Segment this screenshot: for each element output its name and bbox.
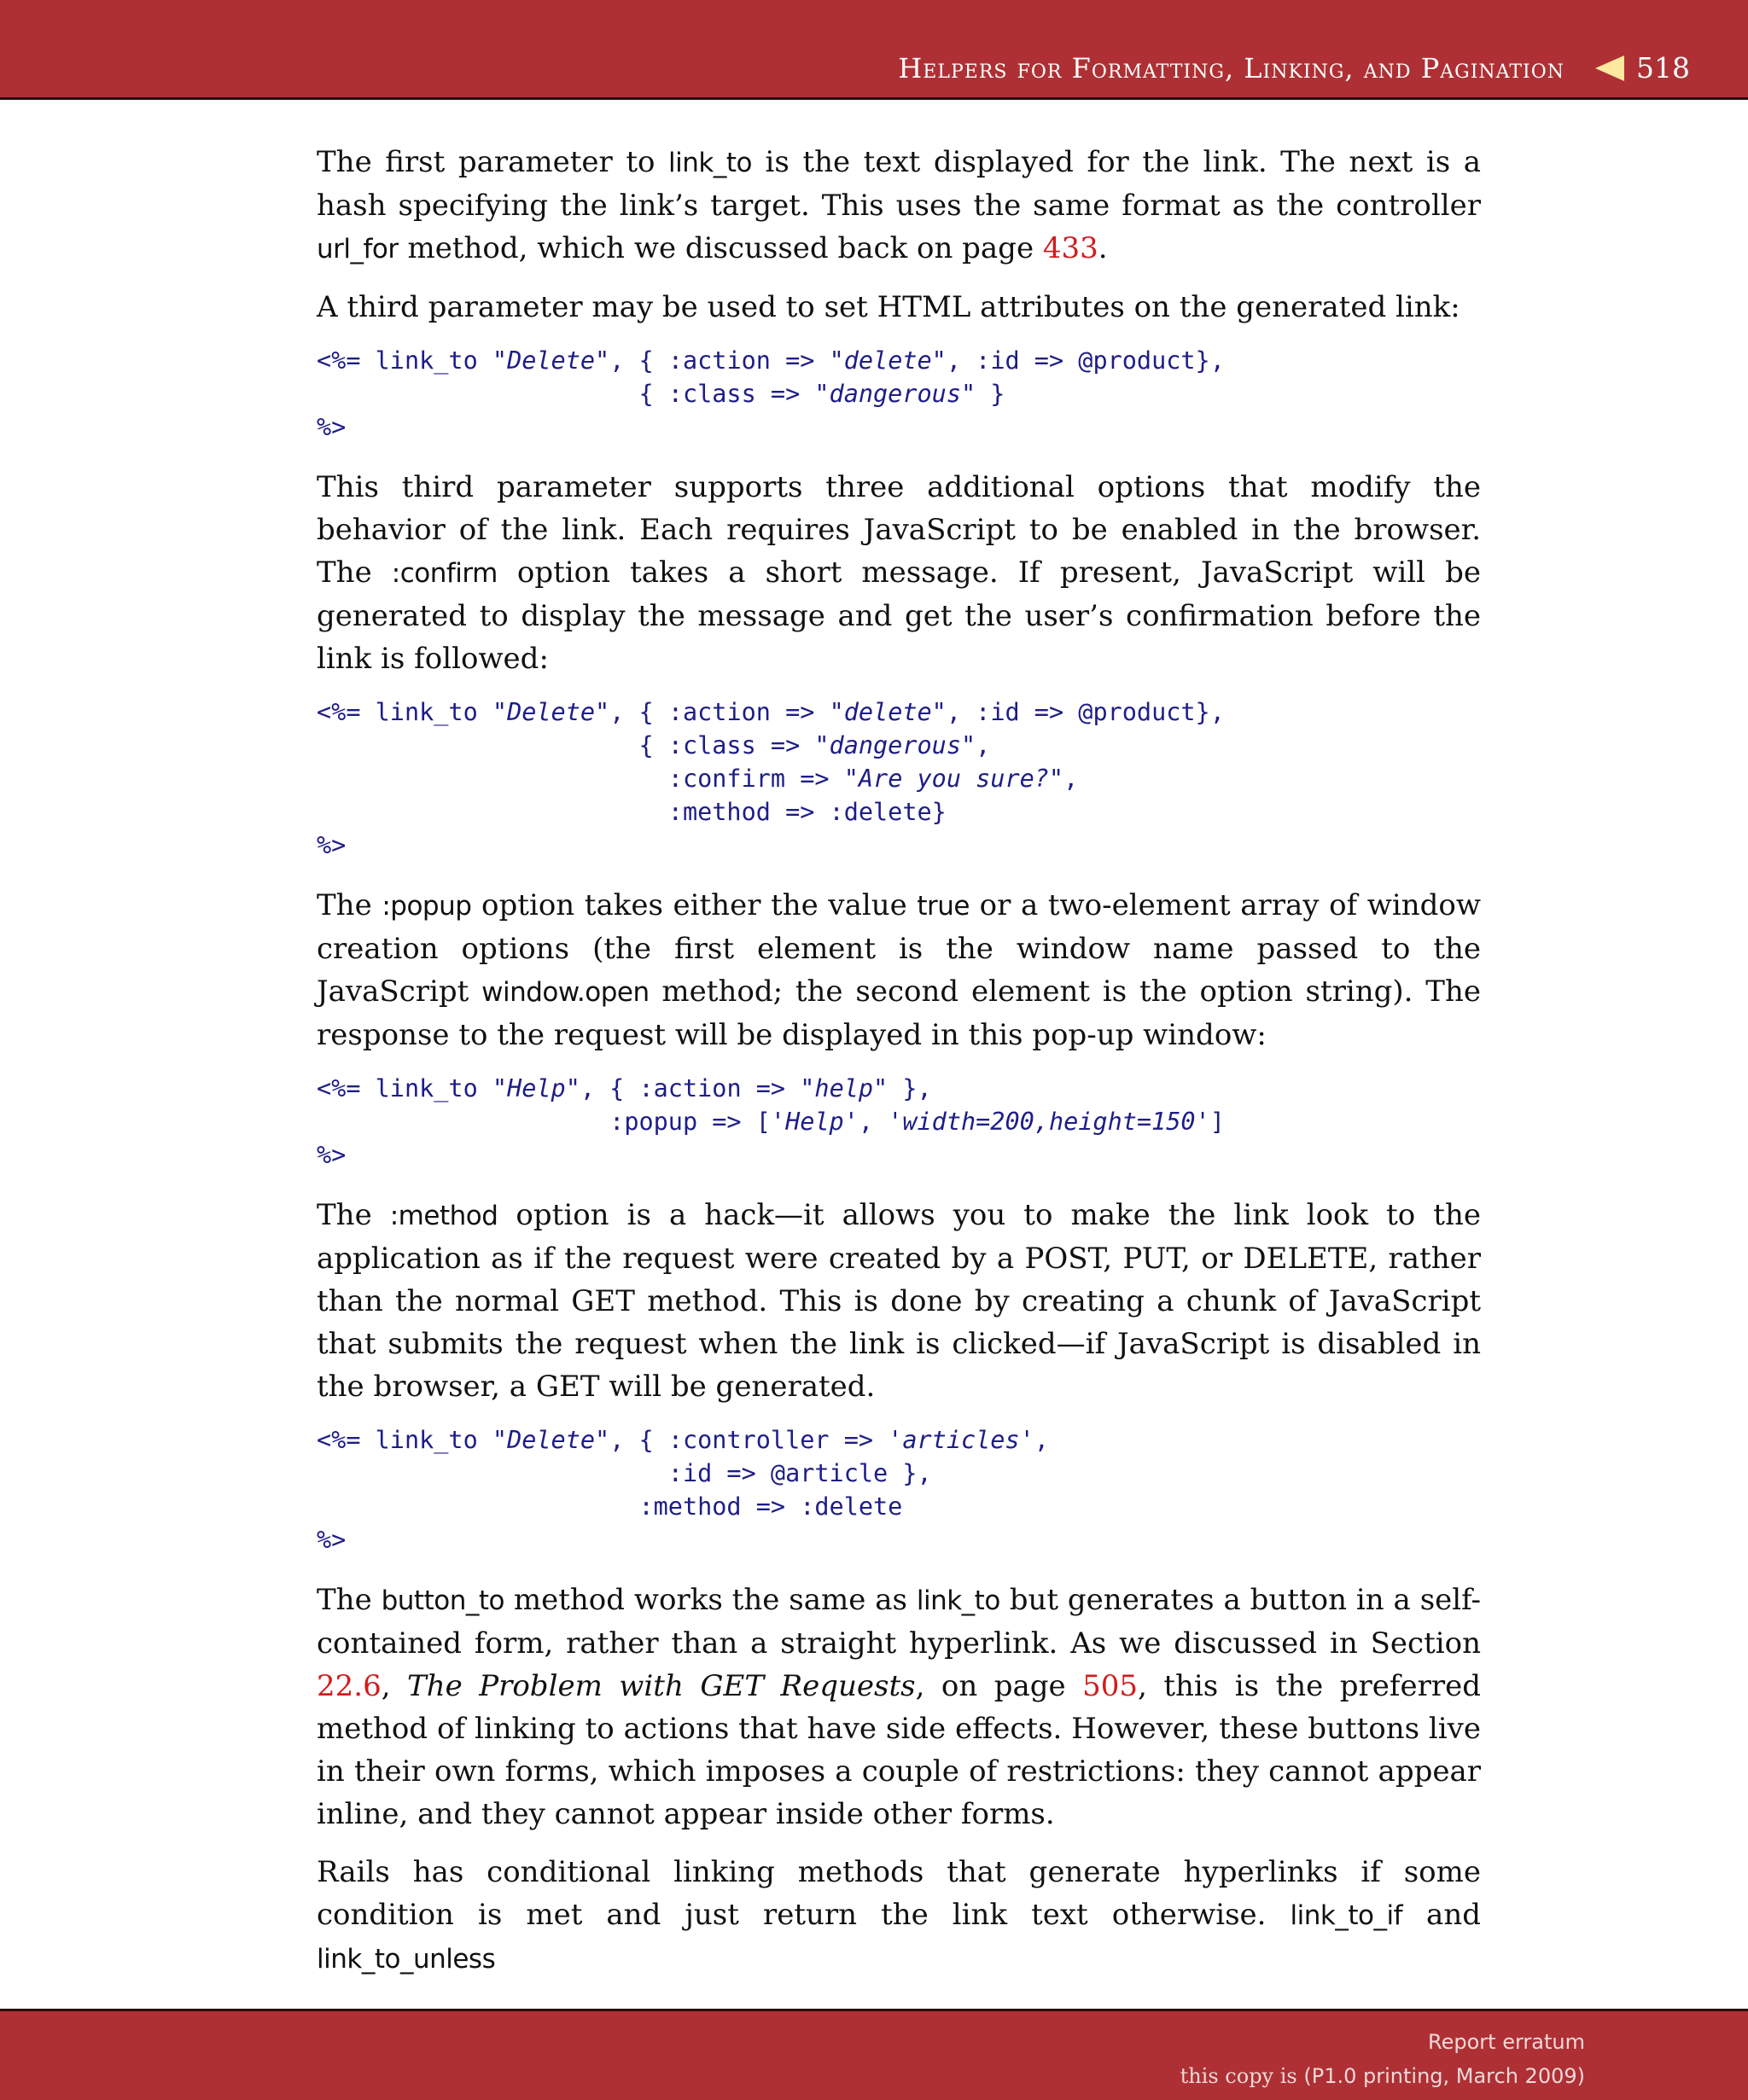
text: but generates a button in a self-contained form, rather than a straight hyperlink. As we discussed in Section [317, 1583, 1481, 1661]
text: , [381, 1669, 408, 1703]
code-string: "dangerous" [814, 731, 976, 759]
page-number: 518 [1636, 51, 1690, 84]
code: , :confirm => [667, 731, 991, 793]
code-string: "dangerous" [814, 380, 976, 408]
text: method works the same as [504, 1583, 917, 1617]
inline-code: url_for [317, 234, 399, 265]
paragraph-6 [317, 1579, 1481, 1835]
text: or a two-element array of window creation options (the first element is the window name passed to the JavaScript [317, 888, 1481, 1009]
text: option is a hack—it allows you to make the link look to the application as if the request were created by a POST, PUT, or DELETE, rather than the normal GET method. This is done by creating a chunk of JavaScript that submits the request when the link is clicked—if JavaScript is disabled in the browser, a GET will be generated. [317, 1198, 1481, 1404]
copy-note [1180, 2064, 1585, 2088]
text: , on page [915, 1669, 1083, 1703]
text: method, which we discussed back on page [398, 231, 1043, 265]
paragraph-1 [317, 141, 1481, 270]
code: }, :popup => [ [609, 1074, 932, 1136]
text: option takes either the value [471, 888, 918, 922]
code-string: "Help" [492, 1074, 580, 1102]
text: is the text displayed for the link. The next is a hash specifying the link’s target. This uses the same format as the controller [317, 145, 1481, 223]
code: <%= link_to [317, 346, 492, 375]
paragraph-2 [317, 286, 1481, 329]
code-string: "delete" [829, 698, 947, 726]
code-block-4 [317, 1423, 1481, 1556]
page-reference-link[interactable]: 505 [1082, 1669, 1139, 1703]
code-string: 'Help' [770, 1108, 859, 1136]
text: . [1098, 231, 1108, 265]
code: , { :controller => [609, 1426, 889, 1454]
inline-code: window.open [481, 977, 650, 1008]
code: , :method => :delete} %> [317, 765, 1079, 859]
code-block-2 [317, 695, 1481, 862]
inline-code: :popup [382, 891, 472, 922]
code-block-1 [317, 344, 1481, 444]
inline-code: true [917, 891, 970, 922]
code: , { :action => [580, 1074, 801, 1102]
inline-code: button_to [381, 1585, 504, 1616]
code-block-3 [317, 1072, 1481, 1172]
text: The [317, 1583, 382, 1617]
code: } %> [317, 380, 1005, 441]
code: , { :action => [609, 698, 830, 726]
text: method; the second element is the option string). The response to the request will be displayed in this pop-up window: [317, 974, 1482, 1052]
text: Rails has conditional linking methods that generate hyperlinks if some condition is met and just return the link text otherwise. [317, 1855, 1481, 1932]
running-title: Helpers for Formatting, Linking, and Pagination [898, 51, 1564, 84]
header-right [898, 51, 1690, 84]
code: , :id => @product}, { :class => [638, 698, 1225, 759]
code-string: "delete" [829, 346, 947, 375]
code-string: "Are you sure?" [843, 765, 1064, 793]
text: This third parameter supports three additional options that modify the behavior of the link. Each requires JavaScript to be enabled in the browser. The [317, 470, 1481, 590]
text: A third parameter may be used to set HTML attributes on the generated link: [317, 290, 1460, 324]
text: option takes a short message. If present, JavaScript will be generated to display the message and get the user’s confirmation before the link is followed: [317, 556, 1481, 676]
code-string: "help" [800, 1074, 889, 1102]
printing-info: (P1.0 printing, March 2009) [1303, 2064, 1585, 2088]
page-reference-link[interactable]: 433 [1042, 231, 1098, 265]
code: <%= link_to [317, 1426, 492, 1454]
section-reference-link[interactable]: 22.6 [317, 1669, 382, 1703]
code: <%= link_to [317, 698, 492, 726]
code-string: 'width=200,height=150' [888, 1108, 1210, 1136]
code-string: "Delete" [492, 1426, 610, 1454]
code: <%= link_to [317, 1074, 492, 1102]
code-string: "Delete" [492, 346, 610, 375]
copy-prefix: this copy is [1180, 2064, 1304, 2088]
paragraph-7 [317, 1851, 1481, 1981]
code-string: 'articles' [888, 1426, 1034, 1454]
text: , this is the preferred method of linking to actions that have side effects. However, these buttons live in their own forms, which imposes a couple of restrictions: they cannot appear inline, and they cannot appear inside other forms. [317, 1669, 1481, 1831]
code: ] %> [317, 1108, 1225, 1169]
code: , :id => @product}, { :class => [638, 346, 1225, 408]
inline-code: link_to [668, 148, 752, 178]
section-title: The Problem with GET Requests [407, 1669, 916, 1703]
text: and [1402, 1898, 1481, 1932]
inline-code: link_to_if [1290, 1900, 1403, 1931]
paragraph-3 [317, 466, 1481, 680]
code-string: "Delete" [492, 698, 610, 726]
paragraph-5 [317, 1194, 1481, 1408]
page-body [317, 141, 1481, 1996]
report-erratum-link[interactable]: Report erratum [1428, 2030, 1585, 2054]
inline-code: link_to_unless [317, 1944, 496, 1975]
inline-code: link_to [916, 1585, 1000, 1616]
text: The first parameter to [317, 145, 669, 179]
inline-code: :confirm [391, 558, 498, 589]
code: , :id => @article }, :method => :delete %> [317, 1426, 1049, 1554]
text: The [317, 888, 382, 922]
inline-code: :method [389, 1201, 498, 1231]
running-header [0, 0, 1748, 100]
code: , [858, 1108, 889, 1136]
text: The [317, 1198, 390, 1232]
code: , { :action => [609, 346, 830, 375]
paragraph-4 [317, 884, 1481, 1056]
page-footer [0, 2009, 1748, 2100]
previous-page-arrow-icon[interactable] [1595, 55, 1624, 81]
